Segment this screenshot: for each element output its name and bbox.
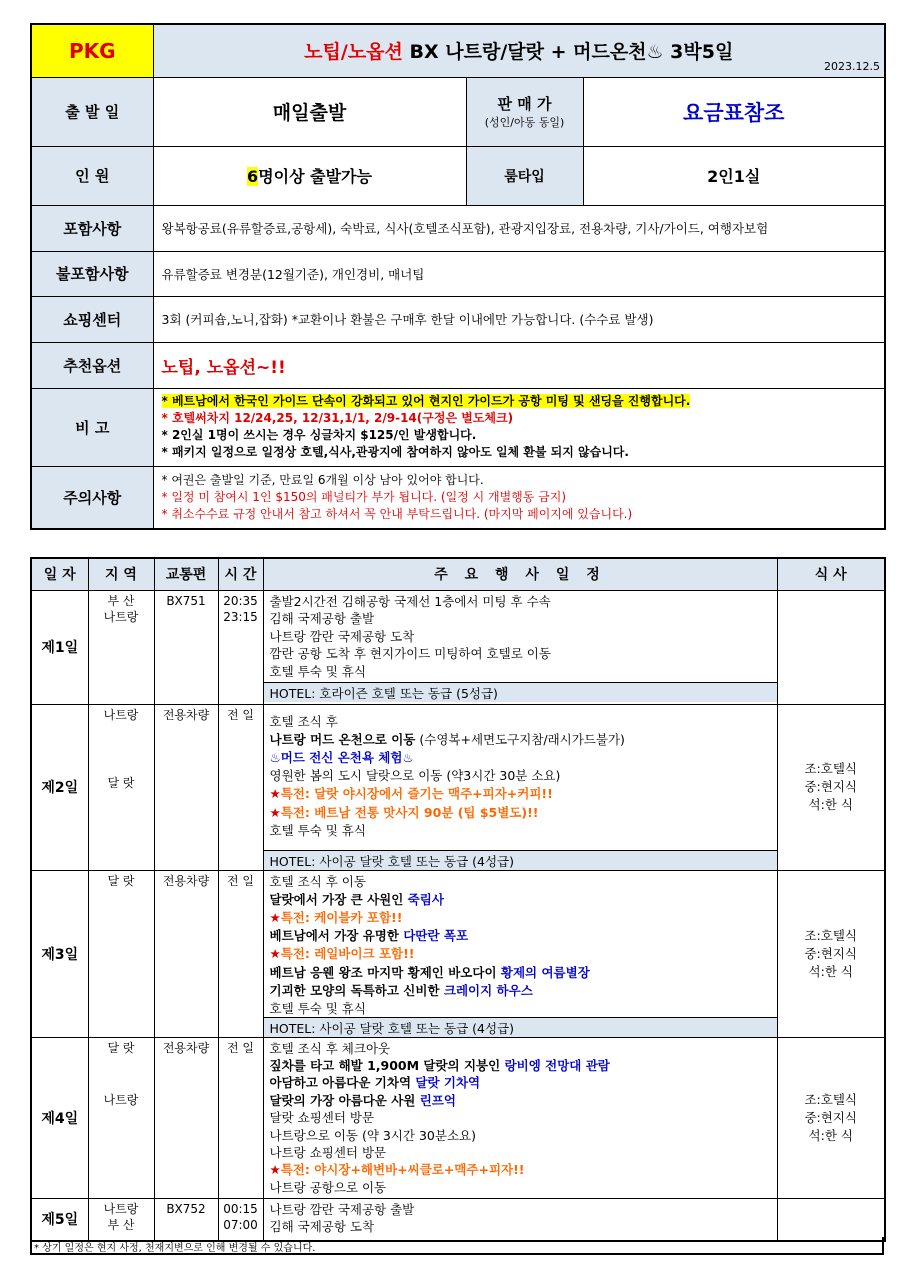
day3-hotel: HOTEL: 사이공 달랏 호텔 또는 동급 (4성급) <box>264 1017 777 1037</box>
day2-label: 제2일 <box>31 704 88 870</box>
day2-region: 나트랑 달 랏 <box>88 704 154 870</box>
header-program: 주 요 행 사 일 정 <box>263 558 777 590</box>
day1-hotel: HOTEL: 호라이즌 호텔 또는 동급 (5성급) <box>264 682 777 702</box>
day4-row <box>31 1037 885 1199</box>
shop-value: 3회 (커피숍,노니,잡화) *교환이나 환불은 구매후 한달 이내에만 가능합니다. (수수료 발생) <box>153 296 885 342</box>
day5-region: 나트랑 부 산 <box>88 1199 154 1241</box>
caution-3: * 취소수수료 규정 안내서 참고 하셔서 꼭 안내 부탁드립니다. (마지막 페이지에 있습니다.) <box>161 506 633 521</box>
price-label-sub: (성인/아동 동일) <box>484 116 565 129</box>
day4-transport: 전용차량 <box>154 1037 218 1199</box>
exclude-value: 유류할증료 변경분(12월기준), 개인경비, 매너팁 <box>153 251 885 296</box>
caution-value <box>153 466 885 529</box>
day4-time: 전 일 <box>218 1037 263 1199</box>
package-title <box>153 24 885 77</box>
remark-1: * 베트남에서 한국인 가이드 단속이 강화되고 있어 현지인 가이드가 공항 미팅 및 샌딩을 진행합니다. <box>161 394 691 408</box>
people-num: 6 <box>247 167 259 186</box>
header-region: 지 역 <box>88 558 154 590</box>
day4-label: 제4일 <box>31 1037 88 1199</box>
option-label: 추천옵션 <box>31 342 153 388</box>
day1-meal <box>777 590 885 704</box>
price-label <box>466 77 583 146</box>
day1-label: 제1일 <box>31 590 88 704</box>
remark-2: * 호텔써차지 12/24,25, 12/31,1/1, 2/9-14(구정은 별도체크) <box>161 411 514 425</box>
schedule-table <box>30 557 886 1242</box>
departure-value: 매일출발 <box>153 77 466 146</box>
day2-transport: 전용차량 <box>154 704 218 870</box>
day2-meal: 조:호텔식 중:현지식 석:한 식 <box>777 704 885 870</box>
day5-time: 00:15 07:00 <box>218 1199 263 1241</box>
day1-row <box>31 590 885 704</box>
remarks-label: 비 고 <box>31 388 153 466</box>
price-label-main: 판 매 가 <box>497 95 552 113</box>
title-red: 노팁/노옵션 <box>304 41 403 64</box>
room-label: 룸타입 <box>466 146 583 205</box>
price-value: 요금표참조 <box>583 77 885 146</box>
day4-program: 호텔 조식 후 체크아웃 짚차를 타고 해발 1,900M 달랏의 지붕인 랑비엥 전망대 관람 아담하고 아름다운 기차역 달랏 기차역 달랏의 가장 아름다운 사원 린프억 달랏 쇼핑센터 방문 나트랑으로 이동 (약 3시간 30분소요) 나트랑 쇼핑센터 방문 ★특전: 야시장+해변바+씨클로+맥주+피자!! 나트랑 공항으로 이동 <box>263 1037 777 1199</box>
package-info-table <box>30 23 886 530</box>
header-day: 일 자 <box>31 558 88 590</box>
header-meal: 식 사 <box>777 558 885 590</box>
caution-1: * 여권은 출발일 기준, 만료일 6개월 이상 남아 있어야 합니다. <box>161 472 484 487</box>
exclude-label: 불포함사항 <box>31 251 153 296</box>
day5-program: 나트랑 깜란 국제공항 출발 김해 국제공항 도착 <box>263 1199 777 1241</box>
room-value: 2인1실 <box>583 146 885 205</box>
day3-time: 전 일 <box>218 870 263 1037</box>
day3-program: 호텔 조식 후 이동 달랏에서 가장 큰 사원인 죽림사 ★특전: 케이블카 포함!! 베트남에서 가장 유명한 다딴란 폭포 ★특전: 레일바이크 포함!! 베트남 응웬 왕조 마지막 황제인 바오다이 황제의 여름별장 기괴한 모양의 독특하고 신비한 크레이지 하우스 호텔 투숙 및 휴식 HOTEL: 사이공 달랏 호텔 또는 동급 (4성급) <box>263 870 777 1037</box>
doc-date: 2023.12.5 <box>824 59 881 73</box>
day5-transport: BX752 <box>154 1199 218 1241</box>
header-transport: 교통편 <box>154 558 218 590</box>
day4-meal: 조:호텔식 중:현지식 석:한 식 <box>777 1037 885 1199</box>
day2-program: 호텔 조식 후 나트랑 머드 온천으로 이동 (수영복+세면도구지참/래시가드불가) ♨머드 전신 온천욕 체험♨ 영원한 봄의 도시 달랏으로 이동 (약3시간 30분 소요) ★특전: 달랏 야시장에서 즐기는 맥주+피자+커피!! ★특전: 베트남 전통 맛사지 90분 (팁 $5별도)!! 호텔 투숙 및 휴식 HOTEL: 사이공 달랏 호텔 또는 동급 (4성급) <box>263 704 777 870</box>
day4-region: 달 랏 나트랑 <box>88 1037 154 1199</box>
people-text: 명이상 출발가능 <box>258 167 372 186</box>
day1-time: 20:35 23:15 <box>218 590 263 704</box>
day2-row <box>31 704 885 870</box>
option-value: 노팁, 노옵션~!! <box>153 342 885 388</box>
day1-transport: BX751 <box>154 590 218 704</box>
day3-transport: 전용차량 <box>154 870 218 1037</box>
day1-region: 부 산 나트랑 <box>88 590 154 704</box>
day3-label: 제3일 <box>31 870 88 1037</box>
include-label: 포함사항 <box>31 205 153 251</box>
header-time: 시 간 <box>218 558 263 590</box>
day3-region: 달 랏 <box>88 870 154 1037</box>
shop-label: 쇼핑센터 <box>31 296 153 342</box>
day5-row <box>31 1199 885 1241</box>
people-value <box>153 146 466 205</box>
title-rest: BX 나트랑/달랏 + 머드온천♨ 3박5일 <box>402 41 734 64</box>
day5-label: 제5일 <box>31 1199 88 1241</box>
day5-meal <box>777 1199 885 1241</box>
include-value: 왕복항공료(유류할증료,공항세), 숙박료, 식사(호텔조식포함), 관광지입장료, 전용차량, 기사/가이드, 여행자보험 <box>153 205 885 251</box>
caution-2: * 일정 미 참여시 1인 $150의 패널티가 부가 됩니다. (일정 시 개별행동 금지) <box>161 489 567 504</box>
day2-hotel: HOTEL: 사이공 달랏 호텔 또는 동급 (4성급) <box>264 850 777 870</box>
day2-time: 전 일 <box>218 704 263 870</box>
people-label: 인 원 <box>31 146 153 205</box>
day3-row <box>31 870 885 1037</box>
remarks-value <box>153 388 885 466</box>
departure-label: 출 발 일 <box>31 77 153 146</box>
remark-3: * 2인실 1명이 쓰시는 경우 싱글차지 $125/인 발생합니다. <box>161 428 477 442</box>
caution-label: 주의사항 <box>31 466 153 529</box>
day1-program: 출발2시간전 김해공항 국제선 1층에서 미팅 후 수속 김해 국제공항 출발 나트랑 깜란 국제공항 도착 깜란 공항 도착 후 현지가이드 미팅하여 호텔로 이동 호텔 투숙 및 휴식 HOTEL: 호라이즌 호텔 또는 동급 (5성급) <box>263 590 777 704</box>
remark-4: * 패키지 일정으로 일정상 호텔,식사,관광지에 참여하지 않아도 일체 환불 되지 않습니다. <box>161 445 629 459</box>
day3-meal: 조:호텔식 중:현지식 석:한 식 <box>777 870 885 1037</box>
pkg-badge: PKG <box>31 24 153 77</box>
footnote: * 상기 일정은 현지 사정, 천재지변으로 인해 변경될 수 있습니다. <box>34 1243 316 1254</box>
